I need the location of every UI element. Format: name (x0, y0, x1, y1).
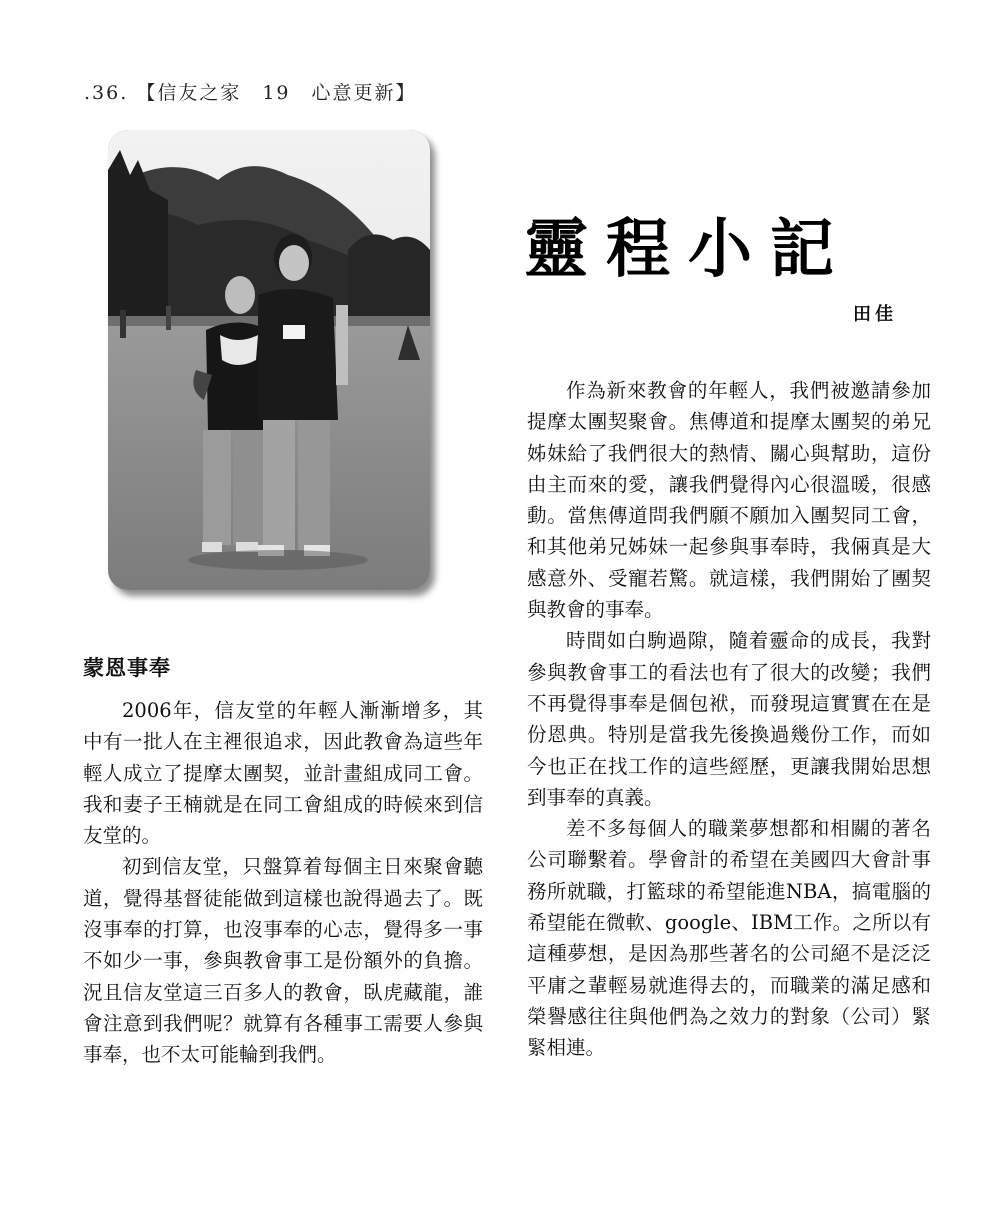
body-paragraph: 初到信友堂，只盤算着每個主日來聚會聽道，覺得基督徒能做到這樣也說得過去了。既沒事奉的打算，也沒事奉的心志，覺得多一事不如少一事，參與教會事工是份額外的負擔。況且信友堂這三百多人的教會，臥虎藏龍，誰會注意到我們呢？就算有各種事工需要人參與事奉，也不太可能輪到我們。 (83, 855, 483, 1067)
page-header (84, 78, 417, 105)
body-paragraph: 差不多每個人的職業夢想都和相關的著名公司聯繫着。學會計的希望在美國四大會計事務所就職，打籃球的希望能進NBA，搞電腦的希望能在微軟、google、IBM工作。之所以有這種夢想，是因為那些著名的公司絕不是泛泛平庸之輩輕易就進得去的，而職業的滿足感和榮譽感往往與他們為之效力的對象（公司）緊緊相連。 (527, 817, 931, 1060)
article-author: 田佳 (853, 304, 897, 325)
article-title: 靈程小記 (524, 213, 852, 287)
section-heading: 蒙恩事奉 (83, 656, 171, 680)
body-paragraph: 2006年，信友堂的年輕人漸漸增多，其中有一批人在主裡很追求，因此教會為這些年輕人成立了提摩太團契，並計畫組成同工會。我和妻子王楠就是在同工會組成的時候來到信友堂的。 (83, 699, 483, 848)
couple-photo (108, 130, 430, 590)
page-number: .36. (84, 82, 129, 104)
body-paragraph: 作為新來教會的年輕人，我們被邀請參加提摩太團契聚會。焦傳道和提摩太團契的弟兄姊妹給了我們很大的熱情、關心與幫助，這份由主而來的愛，讓我們覺得內心很溫暖，很感動。當焦傳道問我們願不願加入團契同工會，和其他弟兄姊妹一起參與事奉時，我倆真是大感意外、受寵若驚。就這樣，我們開始了團契與教會的事奉。 (527, 379, 931, 622)
photo-illustration (108, 130, 430, 590)
left-column (83, 695, 483, 1071)
right-column (527, 375, 931, 1064)
magazine-name: 【信友之家 19 心意更新】 (136, 82, 417, 104)
body-paragraph: 時間如白駒過隙，隨着靈命的成長，我對參與教會事工的看法也有了很大的改變；我們不再覺得事奉是個包袱，而發現這實實在在是份恩典。特別是當我先後換過幾份工作，而如今也正在找工作的這些經歷，更讓我開始思想到事奉的真義。 (527, 629, 931, 809)
